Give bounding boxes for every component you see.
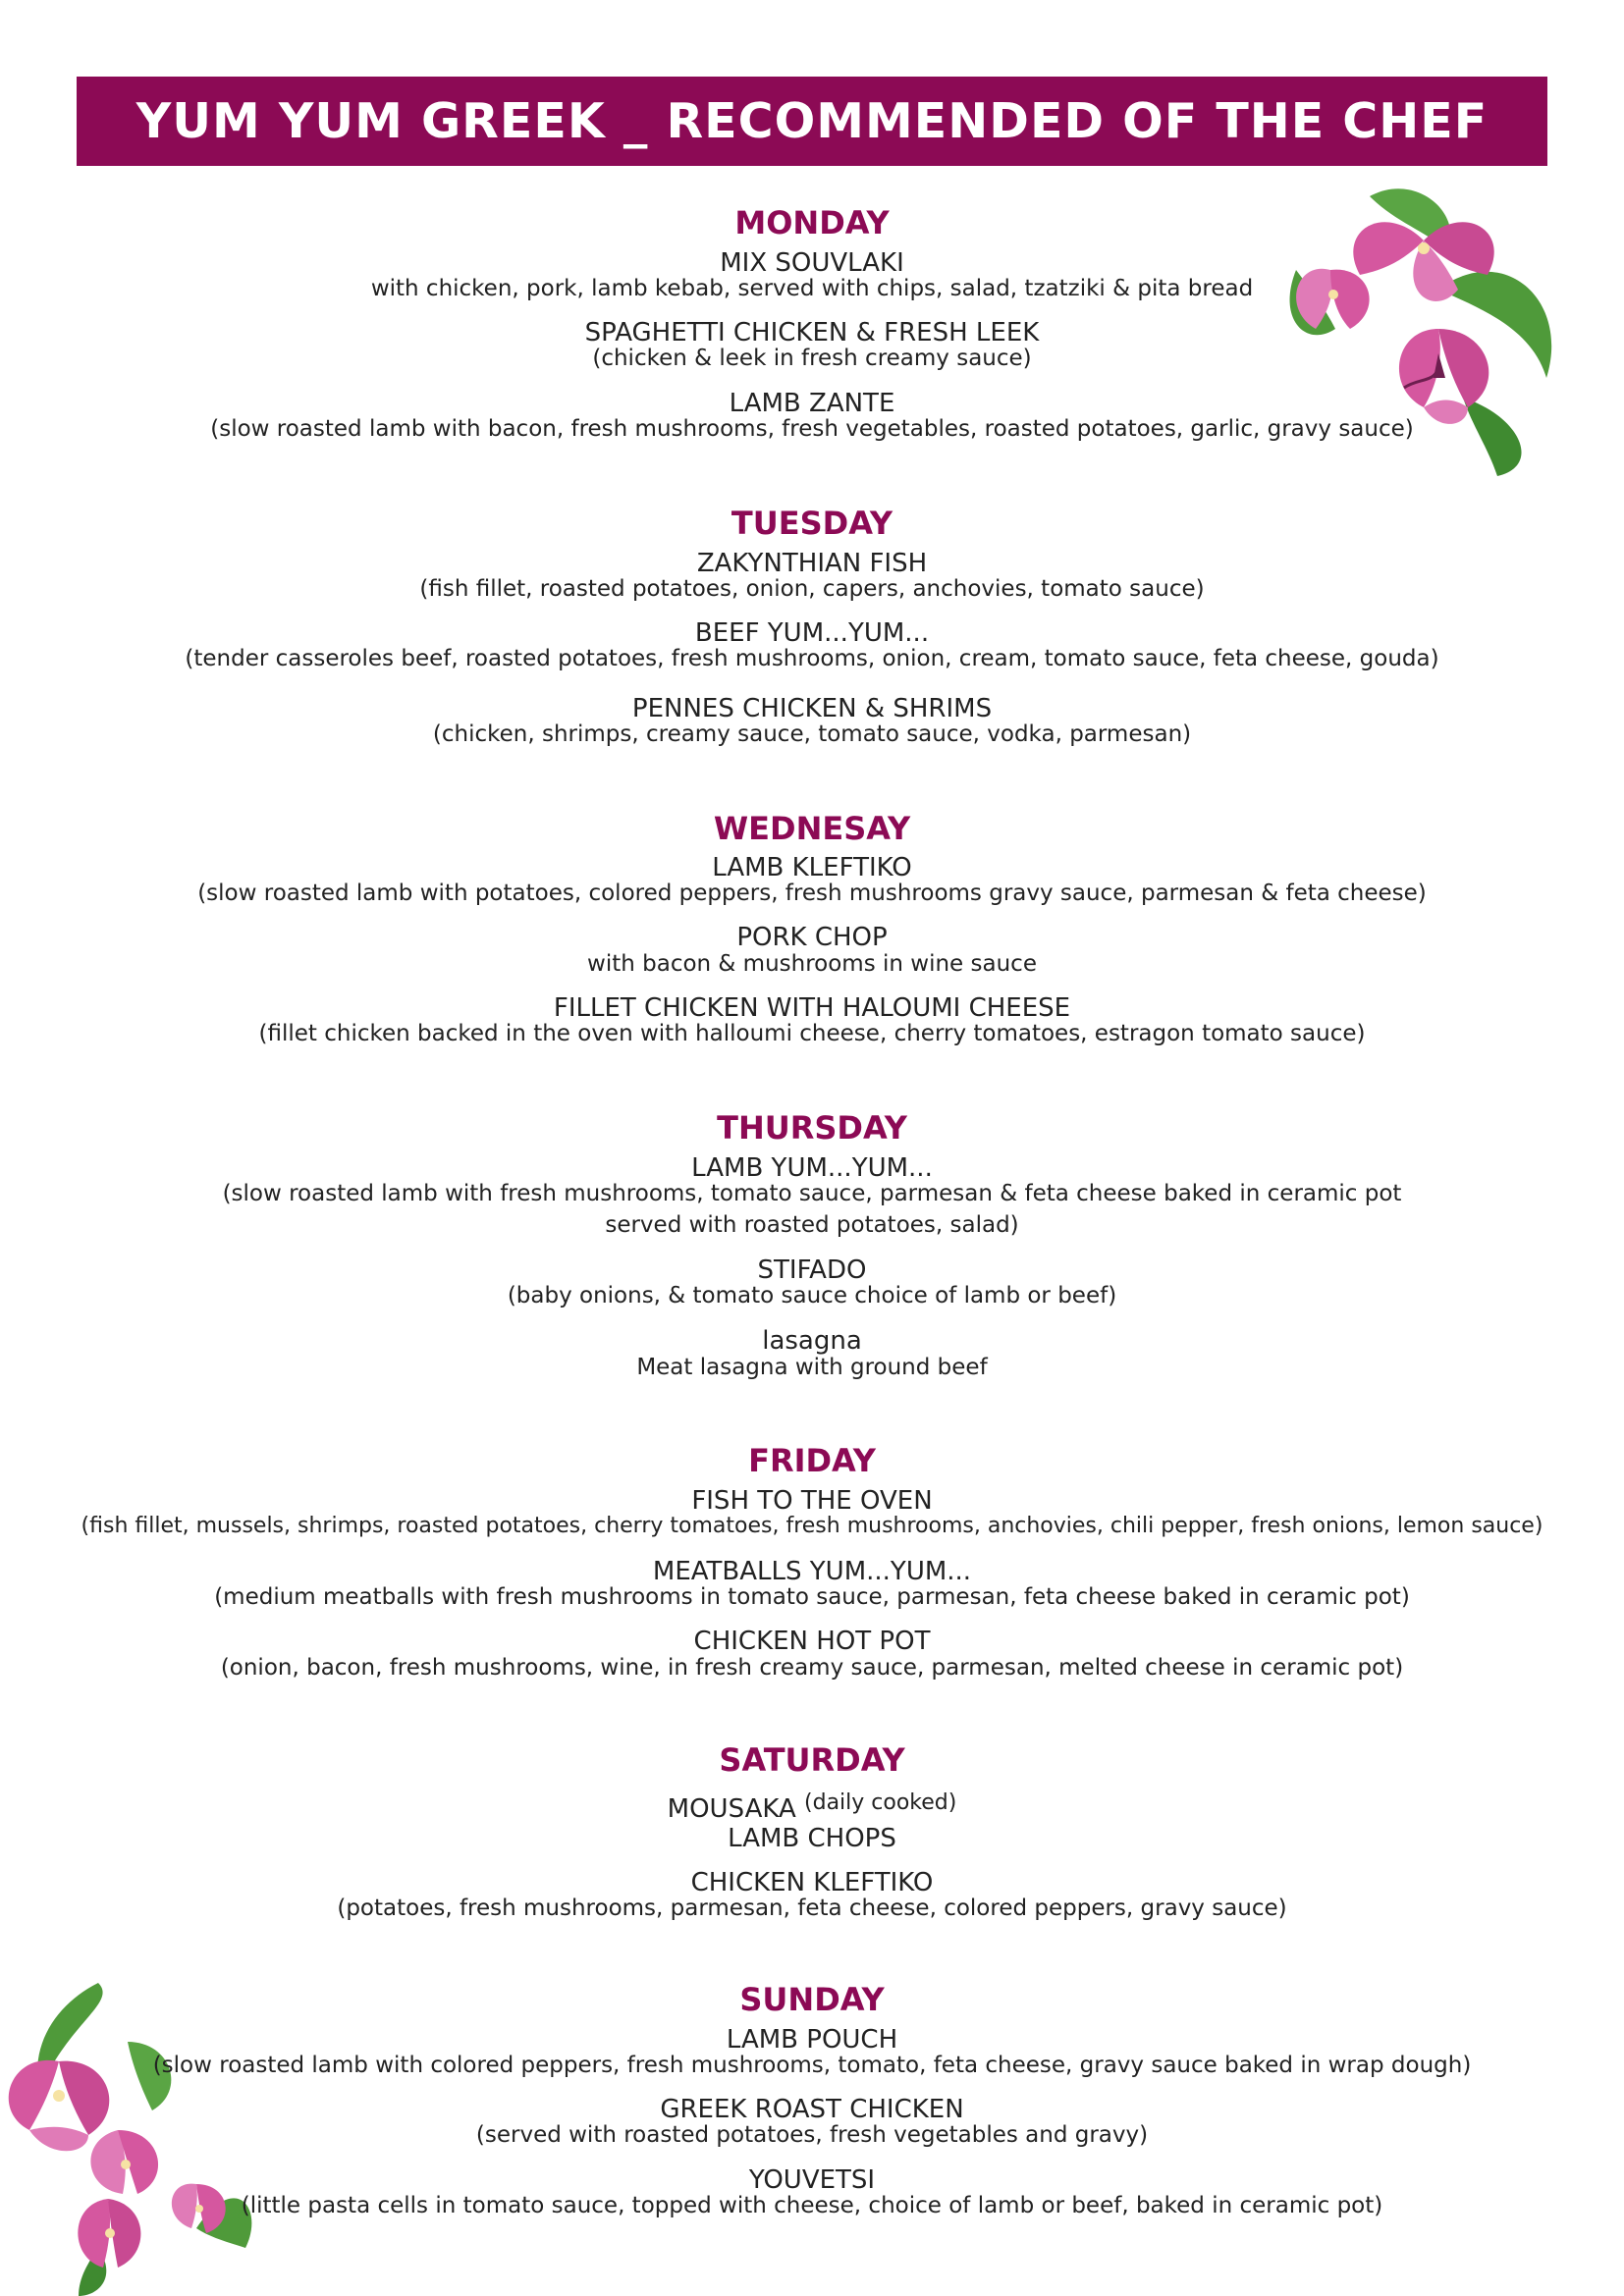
dish-name: LAMB CHOPS <box>728 1824 896 1853</box>
dish-name: BEEF YUM...YUM... <box>694 618 930 648</box>
dish-name: LAMB POUCH <box>726 2025 898 2055</box>
day-heading-wednesday: WEDNESAY <box>713 810 911 847</box>
dish-name: PORK CHOP <box>736 923 888 952</box>
dish-name: LAMB KLEFTIKO <box>712 853 912 882</box>
dish-description: (served with roasted potatoes, fresh vegetables and gravy) <box>475 2122 1149 2148</box>
dish-description: (fish fillet, mussels, shrimps, roasted potatoes, cherry tomatoes, fresh mushrooms, anchovies, chili pepper, fresh onions, lemon sauce) <box>81 1514 1543 1538</box>
dish-name: GREEK ROAST CHICKEN <box>660 2095 964 2124</box>
dish-note: (daily cooked) <box>804 1790 957 1815</box>
dish-description: (chicken, shrimps, creamy sauce, tomato sauce, vodka, parmesan) <box>432 721 1192 747</box>
dish-description: Meat lasagna with ground beef <box>636 1355 988 1380</box>
day-heading-thursday: THURSDAY <box>717 1109 907 1147</box>
day-heading-sunday: SUNDAY <box>739 1981 885 2018</box>
dish-name: lasagna <box>762 1326 862 1356</box>
day-heading-friday: FRIDAY <box>748 1442 876 1479</box>
dish-description: (tender casseroles beef, roasted potatoes, fresh mushrooms, onion, cream, tomato sauce, feta cheese, gouda) <box>185 646 1439 671</box>
dish-name: LAMB YUM...YUM... <box>691 1153 933 1183</box>
dish-name: STIFADO <box>757 1255 867 1285</box>
dish-description: (slow roasted lamb with colored peppers, fresh mushrooms, tomato, feta cheese, gravy sauce baked in wrap dough) <box>152 2053 1472 2078</box>
dish-description: (fish fillet, roasted potatoes, onion, capers, anchovies, tomato sauce) <box>419 576 1205 602</box>
day-heading-saturday: SATURDAY <box>719 1741 905 1779</box>
dish-name: SPAGHETTI CHICKEN & FRESH LEEK <box>584 318 1040 347</box>
dish-description: with bacon & mushrooms in wine sauce <box>587 951 1037 977</box>
day-heading-tuesday: TUESDAY <box>731 505 893 542</box>
dish-name: FILLET CHICKEN WITH HALOUMI CHEESE <box>553 993 1071 1023</box>
dish-name: MOUSAKA <box>667 1794 796 1824</box>
dish-description: (slow roasted lamb with potatoes, colored peppers, fresh mushrooms gravy sauce, parmesan & feta cheese) <box>197 881 1427 906</box>
dish-description: (slow roasted lamb with fresh mushrooms, tomato sauce, parmesan & feta cheese baked in ceramic pot <box>222 1181 1402 1206</box>
dish-description: (fillet chicken backed in the oven with halloumi cheese, cherry tomatoes, estragon tomato sauce) <box>258 1021 1366 1046</box>
dish-name-with-note <box>0 1789 1624 1824</box>
dish-description-continued: served with roasted potatoes, salad) <box>605 1212 1019 1238</box>
dish-name: YOUVETSI <box>748 2165 876 2195</box>
dish-description: (potatoes, fresh mushrooms, parmesan, feta cheese, colored peppers, gravy sauce) <box>337 1896 1287 1921</box>
dish-description: (chicken & leek in fresh creamy sauce) <box>592 346 1032 371</box>
dish-name: LAMB ZANTE <box>729 389 895 418</box>
dish-name: MIX SOUVLAKI <box>720 248 904 278</box>
dish-description: (little pasta cells in tomato sauce, topped with cheese, choice of lamb or beef, baked in ceramic pot) <box>241 2193 1383 2218</box>
dish-name: ZAKYNTHIAN FISH <box>696 549 928 578</box>
title-bar <box>77 77 1547 166</box>
dish-name: PENNES CHICKEN & SHRIMS <box>631 694 993 723</box>
dish-name: CHICKEN KLEFTIKO <box>690 1868 934 1897</box>
dish-name: CHICKEN HOT POT <box>693 1627 931 1656</box>
dish-description: with chicken, pork, lamb kebab, served with chips, salad, tzatziki & pita bread <box>370 276 1254 301</box>
dish-description: (onion, bacon, fresh mushrooms, wine, in fresh creamy sauce, parmesan, melted cheese in ceramic pot) <box>220 1655 1404 1681</box>
day-heading-monday: MONDAY <box>734 204 890 241</box>
page-title: YUM YUM GREEK _ RECOMMENDED OF THE CHEF <box>135 93 1489 149</box>
dish-name: FISH TO THE OVEN <box>691 1486 933 1516</box>
dish-description: (baby onions, & tomato sauce choice of lamb or beef) <box>507 1283 1117 1308</box>
dish-description: (slow roasted lamb with bacon, fresh mushrooms, fresh vegetables, roasted potatoes, garlic, gravy sauce) <box>210 416 1414 442</box>
dish-description: (medium meatballs with fresh mushrooms in tomato sauce, parmesan, feta cheese baked in ceramic pot) <box>214 1584 1410 1610</box>
dish-name: MEATBALLS YUM...YUM... <box>652 1557 972 1586</box>
